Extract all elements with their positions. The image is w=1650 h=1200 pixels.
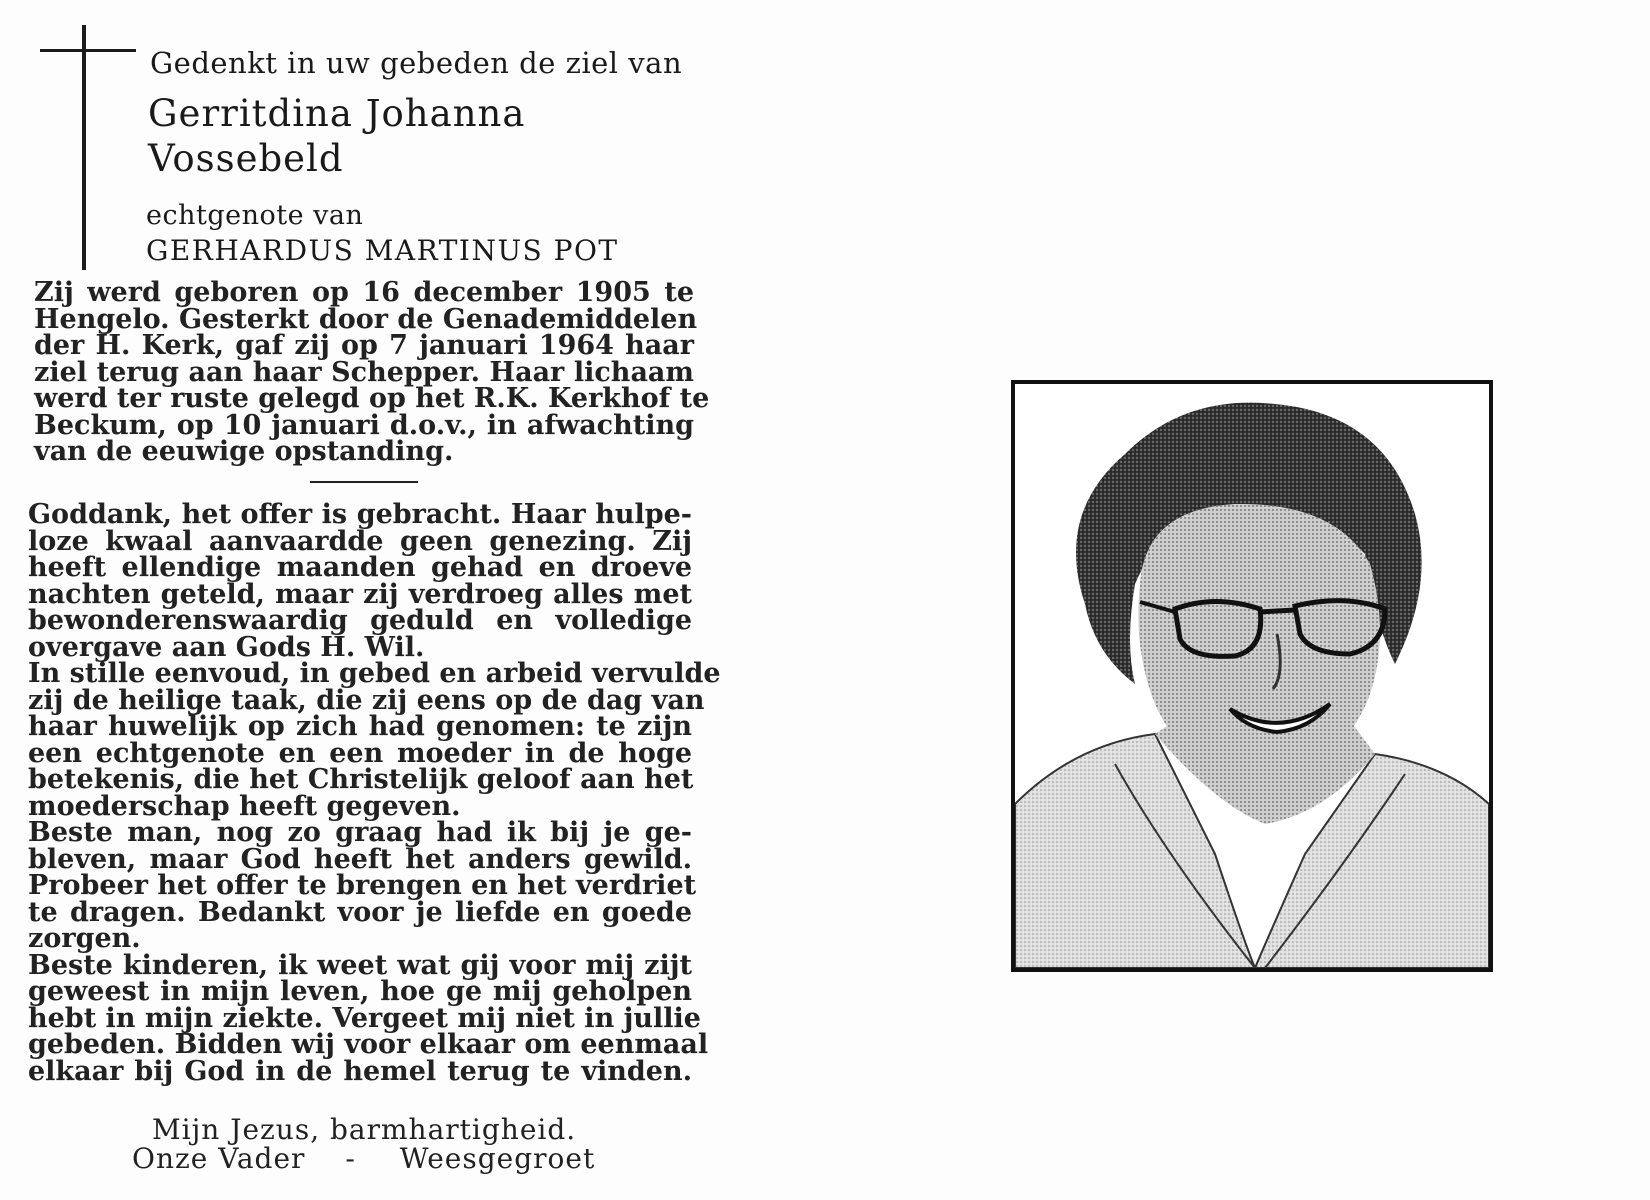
text-line: hebt in mijn ziekte. Vergeet mij niet in jullie: [28, 1002, 701, 1034]
text-line: heeft ellendige maanden gehad en droeve: [28, 552, 692, 583]
text-line: loze kwaal aanvaardde geen genezing. Zij: [28, 525, 692, 557]
section-divider: [310, 481, 418, 483]
text-line: van de eeuwige opstanding.: [34, 436, 454, 467]
text-line: ziel terug aan haar Schepper. Haar lichaam: [34, 356, 694, 388]
portrait-photo: [1011, 380, 1493, 972]
text-line: moederschap heeft gegeven.: [28, 790, 461, 822]
spouse-label: echtgenote van: [146, 200, 364, 231]
cross-icon: [82, 25, 86, 270]
closing-prayers-line: [132, 1142, 595, 1175]
text-line: werd ter ruste gelegd op het R.K. Kerkhof te: [34, 383, 710, 414]
prayer-our-father: Onze Vader: [132, 1142, 306, 1175]
deceased-surname: Vossebeld: [148, 137, 344, 180]
text-line: bewonderenswaardig geduld en volledige: [28, 605, 692, 636]
text-line: geweest in mijn leven, hoe ge mij geholpen: [28, 976, 692, 1007]
text-line: Beste man, nog zo graag had ik bij je ge-: [28, 817, 692, 848]
text-line: Beste kinderen, ik weet wat gij voor mij zijt: [28, 949, 692, 981]
text-line: elkaar bij God in de hemel terug te vinden.: [28, 1055, 692, 1087]
text-line: bleven, maar God heeft het anders gewild.: [28, 843, 692, 875]
text-line: Zij werd geboren op 16 december 1905 te: [34, 277, 694, 308]
prayer-hail-mary: Weesgegroet: [399, 1142, 596, 1175]
farewell-text: [28, 499, 721, 1087]
text-line: haar huwelijk op zich had genomen: te zijn: [28, 711, 692, 742]
cross-icon-bar: [40, 49, 136, 52]
text-line: overgave aan Gods H. Wil.: [28, 631, 425, 663]
text-line: Beckum, op 10 januari d.o.v., in afwachting: [34, 409, 694, 441]
text-line: zij de heilige taak, die zij eens op de dag van: [28, 684, 705, 716]
text-line: In stille eenvoud, in gebed en arbeid vervulde: [28, 658, 721, 689]
deceased-first-names: Gerritdina Johanna: [148, 92, 526, 135]
portrait-image: [1015, 384, 1489, 968]
text-line: Hengelo. Gesterkt door de Genademiddelen: [34, 303, 698, 335]
text-line: Goddank, het offer is gebracht. Haar hulpe-: [28, 499, 692, 530]
prayer-separator: -: [345, 1142, 356, 1175]
text-line: te dragen. Bedankt voor je liefde en goede: [28, 896, 692, 928]
text-line: nachten geteld, maar zij verdroeg alles met: [28, 578, 692, 610]
biography-paragraph: [34, 277, 710, 467]
text-line: zorgen.: [28, 923, 141, 954]
intro-text: Gedenkt in uw gebeden de ziel van: [150, 46, 683, 80]
text-line: gebeden. Bidden wij voor elkaar om eenmaal: [28, 1029, 709, 1060]
text-line: een echtgenote en een moeder in de hoge: [28, 737, 692, 769]
text-line: betekenis, die het Christelijk geloof aan het: [28, 764, 694, 795]
closing-prayer: Mijn Jezus, barmhartigheid.: [152, 1113, 577, 1146]
text-line: der H. Kerk, gaf zij op 7 januari 1964 haar: [34, 330, 694, 361]
spouse-name: GERHARDUS MARTINUS POT: [146, 234, 619, 267]
text-line: Probeer het offer te brengen en het verdriet: [28, 870, 697, 901]
